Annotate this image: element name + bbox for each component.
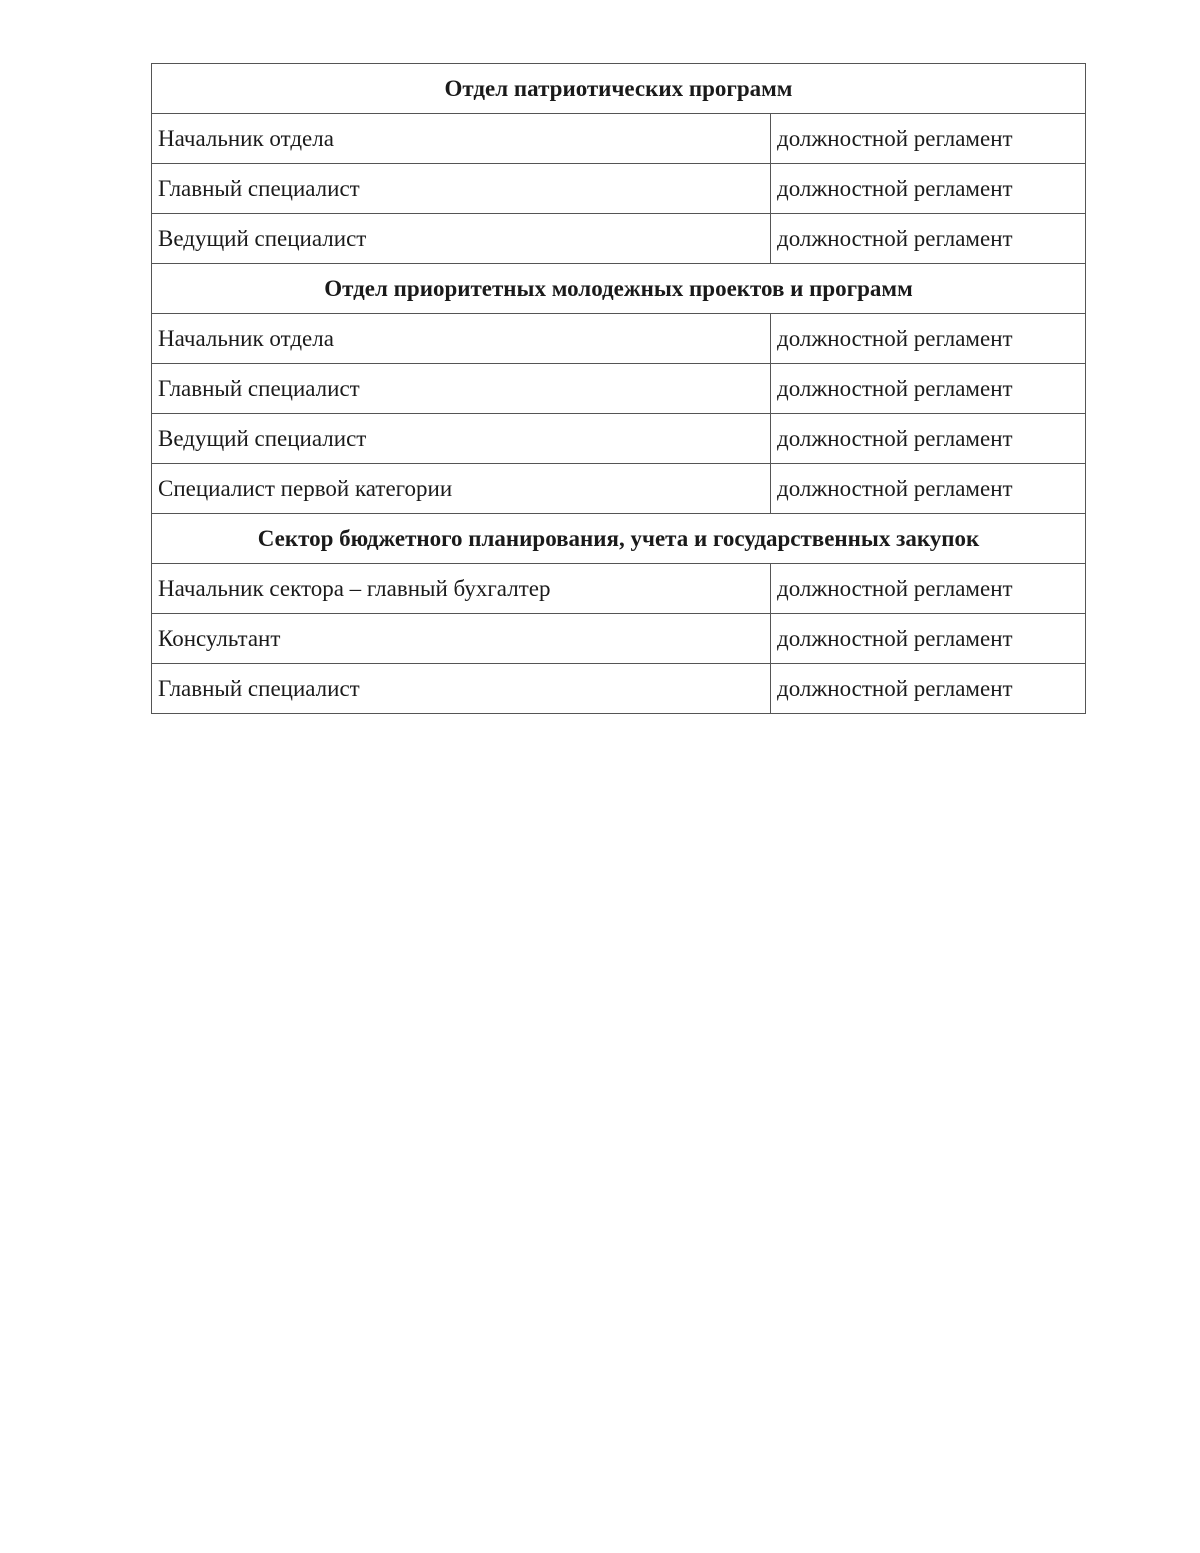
position-cell: Главный специалист (152, 664, 771, 714)
section-title: Сектор бюджетного планирования, учета и государственных закупок (152, 514, 1086, 564)
table-row (152, 164, 1086, 214)
document-cell: должностной регламент (771, 614, 1086, 664)
document-cell: должностной регламент (771, 314, 1086, 364)
section-header-row (152, 514, 1086, 564)
document-cell: должностной регламент (771, 364, 1086, 414)
position-cell: Начальник отдела (152, 114, 771, 164)
section-header-row (152, 64, 1086, 114)
section-title: Отдел патриотических программ (152, 64, 1086, 114)
table-row (152, 214, 1086, 264)
position-cell: Специалист первой категории (152, 464, 771, 514)
table-row (152, 564, 1086, 614)
document-cell: должностной регламент (771, 164, 1086, 214)
table-row (152, 614, 1086, 664)
table-row (152, 414, 1086, 464)
position-cell: Начальник сектора – главный бухгалтер (152, 564, 771, 614)
document-cell: должностной регламент (771, 464, 1086, 514)
positions-table (151, 63, 1086, 714)
document-cell: должностной регламент (771, 664, 1086, 714)
table-row (152, 114, 1086, 164)
position-cell: Главный специалист (152, 164, 771, 214)
position-cell: Ведущий специалист (152, 214, 771, 264)
document-cell: должностной регламент (771, 414, 1086, 464)
table-row (152, 464, 1086, 514)
section-header-row (152, 264, 1086, 314)
position-cell: Начальник отдела (152, 314, 771, 364)
table-row (152, 314, 1086, 364)
section-title: Отдел приоритетных молодежных проектов и программ (152, 264, 1086, 314)
document-cell: должностной регламент (771, 564, 1086, 614)
document-cell: должностной регламент (771, 214, 1086, 264)
table-row (152, 664, 1086, 714)
position-cell: Консультант (152, 614, 771, 664)
position-cell: Главный специалист (152, 364, 771, 414)
table-row (152, 364, 1086, 414)
document-cell: должностной регламент (771, 114, 1086, 164)
position-cell: Ведущий специалист (152, 414, 771, 464)
